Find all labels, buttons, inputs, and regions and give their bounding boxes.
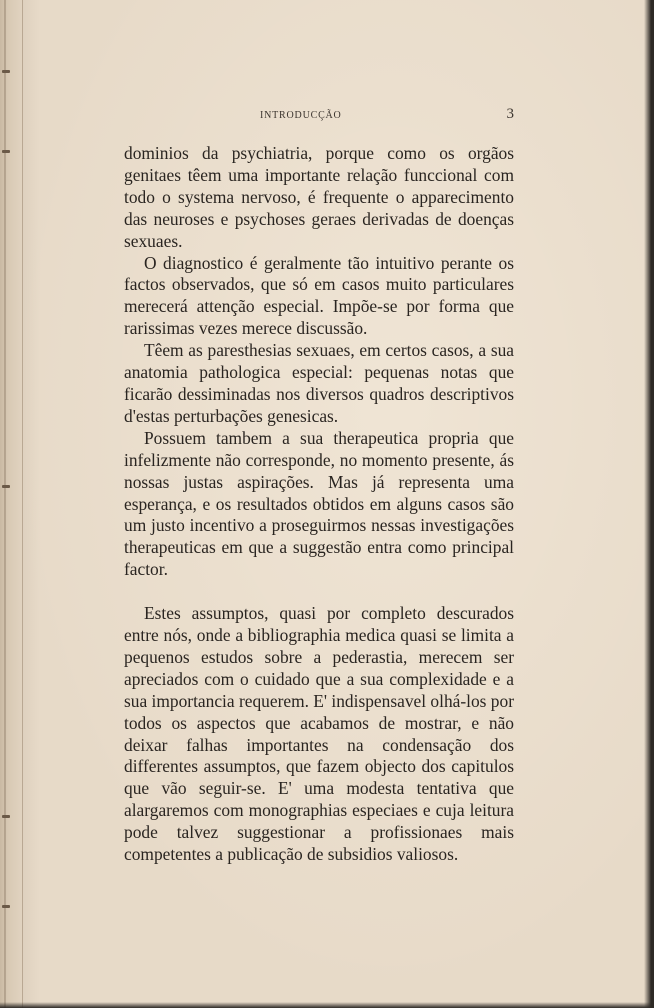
- page-edge-bottom: [0, 1002, 654, 1008]
- page-body: [124, 143, 514, 866]
- page-header: [124, 106, 514, 126]
- paragraph: dominios da psychiatria, porque como os orgãos genitaes têem uma importante relação funccional com todo o systema nervoso, é frequente o apparecimento das neuroses e psychoses geraes derivadas de doenças sexuaes.: [124, 143, 514, 251]
- binding-stitch: [2, 70, 10, 73]
- running-head: INTRODUCÇÃO: [260, 110, 342, 121]
- paragraph: Estes assumptos, quasi por completo descurados entre nós, onde a bibliographia medica quasi se limita a pequenos estudos sobre a pederastia, merecem ser apreciados com o cuidado que a sua complexidade e a sua importancia requerem. E' indispensavel olhá-los por todos os aspectos que acabamos de mostrar, e não deixar falhas importantes na condensação dos differentes assumptos, que fazem objecto dos capitulos que vão seguir-se. E' uma modesta tentativa que alargaremos com monographias especiaes e cuja leitura pode talvez suggestionar a profissionaes mais competentes a publicação de subsidios valiosos.: [124, 603, 514, 865]
- paragraph: Possuem tambem a sua therapeutica propria que infelizmente não corresponde, no momento presente, ás nossas justas aspirações. Mas já representa uma esperança, e os resultados obtidos em alguns casos são um justo incentivo a proseguirmos nessas investigações therapeuticas em que a suggestão entra como principal factor.: [124, 427, 514, 580]
- binding-stitch: [2, 905, 10, 908]
- page-binding: [0, 0, 23, 1008]
- page-number: 3: [506, 106, 514, 122]
- paragraph: O diagnostico é geralmente tão intuitivo perante os factos observados, que só em casos muito particulares merecerá attenção especial. Impõe-se por forma que rarissimas vezes merece discussão.: [124, 252, 514, 339]
- binding-stitch: [2, 150, 10, 153]
- binding-stitch: [2, 485, 10, 488]
- paragraph: Têem as paresthesias sexuaes, em certos casos, a sua anatomia pathologica especial: pequenas notas que ficarão dessiminadas nos diversos quadros descriptivos d'estas perturbações genesicas.: [124, 340, 514, 426]
- binding-stitch: [2, 815, 10, 818]
- page-edge-right: [644, 0, 654, 1008]
